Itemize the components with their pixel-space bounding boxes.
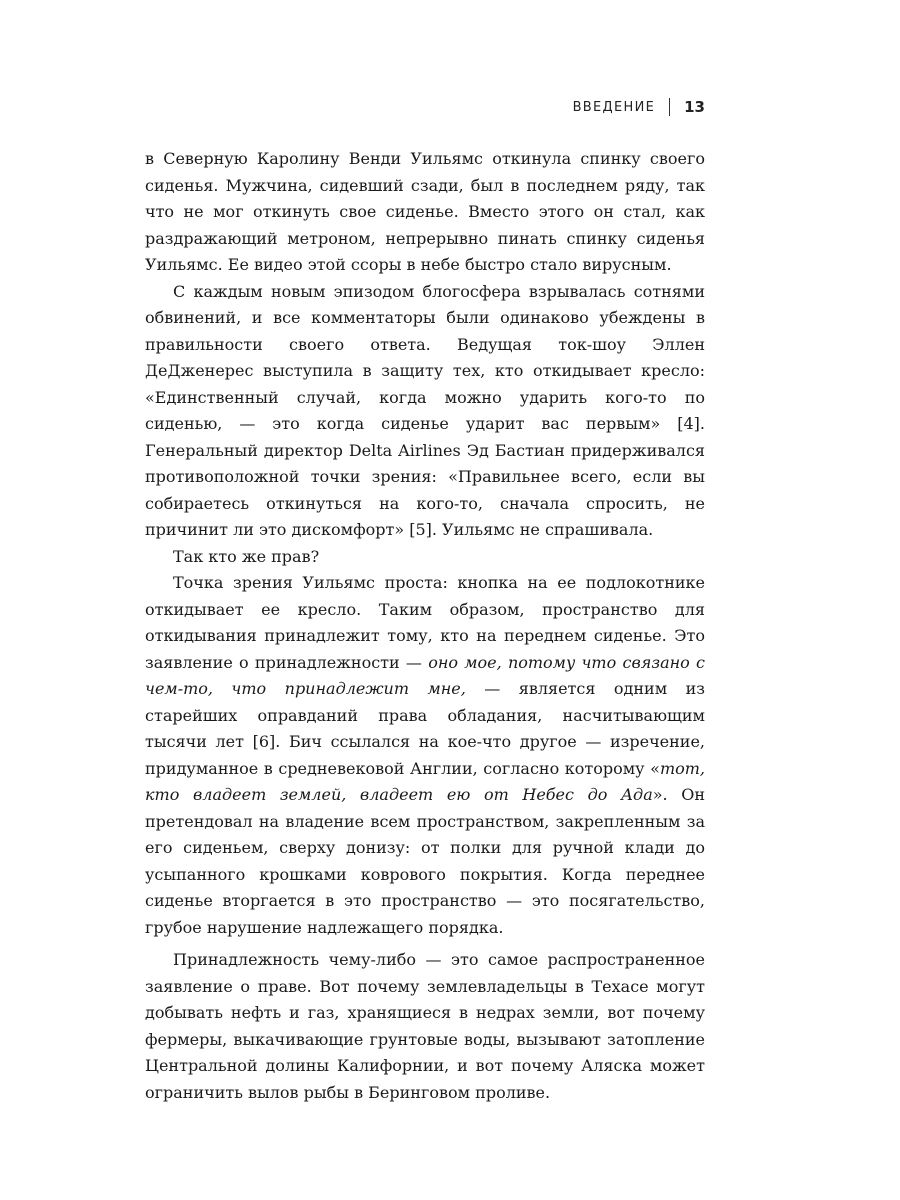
paragraph-5: Принадлежность чему-либо — это самое распространенное заявление о праве. Вот почему землевладельцы в Техасе могут добывать нефть и газ, хранящиеся в недрах земли, вот почему фермеры, выкачивающие грунтовые воды, вызывают затопление Центральной долины Калифорнии, и вот почему Аляска может ограничить вылов рыбы в Беринговом проливе. [145,950,705,1102]
body-text [145,146,705,1106]
page-number: 13 [684,98,705,116]
section-title: ВВЕДЕНИЕ [572,99,656,115]
running-head [573,98,705,116]
paragraph-4 [145,570,705,941]
paragraph-4-italic-b: тот, кто владеет землей, владеет ею от Небес до Ада [145,758,705,804]
paragraph-4-text-a: Точка зрения Уильямс проста: кнопка на ее подлокотнике откидывает ее кресло. Таким образом, пространство для откидывания принадлежит тому, кто на переднем сиденье. Это заявление о принадлежности — [145,573,705,672]
paragraph-4-text-c: ». Он претендовал на владение всем пространством, закрепленным за его сиденьем, сверху донизу: от полки для ручной клади до усыпанного крошками коврового покрытия. Когда переднее сиденье вторгается в это пространство — это посягательство, грубое нарушение надлежащего порядка. [145,785,705,937]
paragraph-1: в Северную Каролину Венди Уильямс откинула спинку своего сиденья. Мужчина, сидевший сзади, был в последнем ряду, так что не мог откинуть свое сиденье. Вместо этого он стал, как раздражающий метроном, непрерывно пинать спинку сиденья Уильямс. Ее видео этой ссоры в небе быстро стало вирусным. [145,149,705,274]
paragraph-2: С каждым новым эпизодом блогосфера взрывалась сотнями обвинений, и все комментаторы были одинаково убеждены в правильности своего ответа. Ведущая ток-шоу Эллен ДеДженерес выступила в защиту тех, кто откидывает кресло: «Единственный случай, когда можно ударить кого-то по сиденью, — это когда сиденье ударит вас первым» [4]. Генеральный директор Delta Airlines Эд Бастиан придерживался противоположной точки зрения: «Правильнее всего, если вы собираетесь откинуться на кого-то, сначала спросить, не причинит ли это дискомфорт» [5]. Уильямс не спрашивала. [145,281,705,539]
paragraph-3: Так кто же прав? [173,546,320,566]
header-divider [669,98,670,116]
paragraph-4-italic-a: оно мое, потому что связано с чем-то, что принадлежит мне, [145,652,706,698]
paragraph-4-text-b: — является одним из старейших оправданий права обладания, насчитывающим тысячи лет [6]. Бич ссылался на кое-что другое — изречение, придуманное в средневековой Англии, согласно которому « [145,679,705,778]
